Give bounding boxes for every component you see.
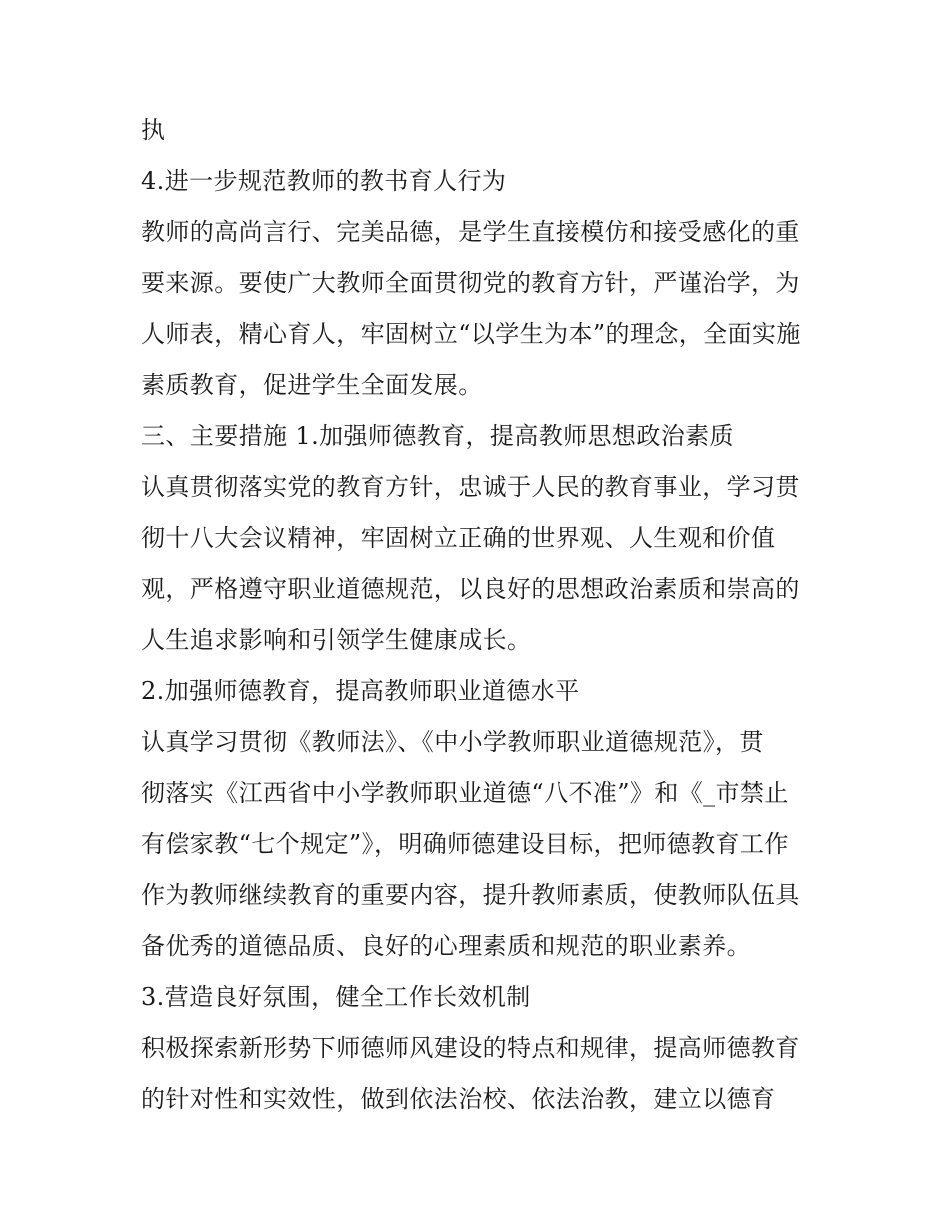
section-heading: 4.进一步规范教师的教书育人行为: [141, 167, 507, 195]
text-line: 认真学习贯彻《教师法》、《中小学教师职业道德规范》，贯: [141, 728, 764, 756]
text-line: 备优秀的道德品质、良好的心理素质和规范的职业素养。: [141, 932, 751, 960]
text-line: 彻落实《江西省中小学教师职业道德“八不准”》和《_市禁止: [141, 779, 789, 807]
section-heading: 三、主要措施 1.加强师德教育，提高教师思想政治素质: [141, 422, 734, 450]
text-line: 人生追求影响和引领学生健康成长。: [141, 626, 532, 654]
text-line: 积极探索新形势下师德师风建设的特点和规律，提高师德教育: [141, 1034, 800, 1062]
text-line: 观，严格遵守职业道德规范，以良好的思想政治素质和崇高的: [141, 575, 800, 603]
text-line: 人师表，精心育人，牢固树立“以学生为本”的理念，全面实施: [141, 320, 801, 348]
text-line: 素质教育，促进学生全面发展。: [141, 371, 483, 399]
section-heading: 3.营造良好氛围，健全工作长效机制: [141, 983, 531, 1011]
section-heading: 2.加强师德教育，提高教师职业道德水平: [141, 677, 580, 705]
text-line: 要来源。要使广大教师全面贯彻党的教育方针，严谨治学，为: [141, 269, 800, 297]
text-line: 作为教师继续教育的重要内容，提升教师素质，使教师队伍具: [141, 881, 800, 909]
text-line: 执: [141, 116, 166, 144]
text-line: 彻十八大会议精神，牢固树立正确的世界观、人生观和价值: [141, 524, 776, 552]
text-line: 认真贯彻落实党的教育方针，忠诚于人民的教育事业，学习贯: [141, 473, 800, 501]
text-line: 有偿家教“七个规定”》，明确师德建设目标，把师德教育工作: [141, 830, 789, 858]
text-line: 教师的高尚言行、完美品德，是学生直接模仿和接受感化的重: [141, 218, 800, 246]
text-line: 的针对性和实效性，做到依法治校、依法治教，建立以德育: [141, 1085, 776, 1113]
